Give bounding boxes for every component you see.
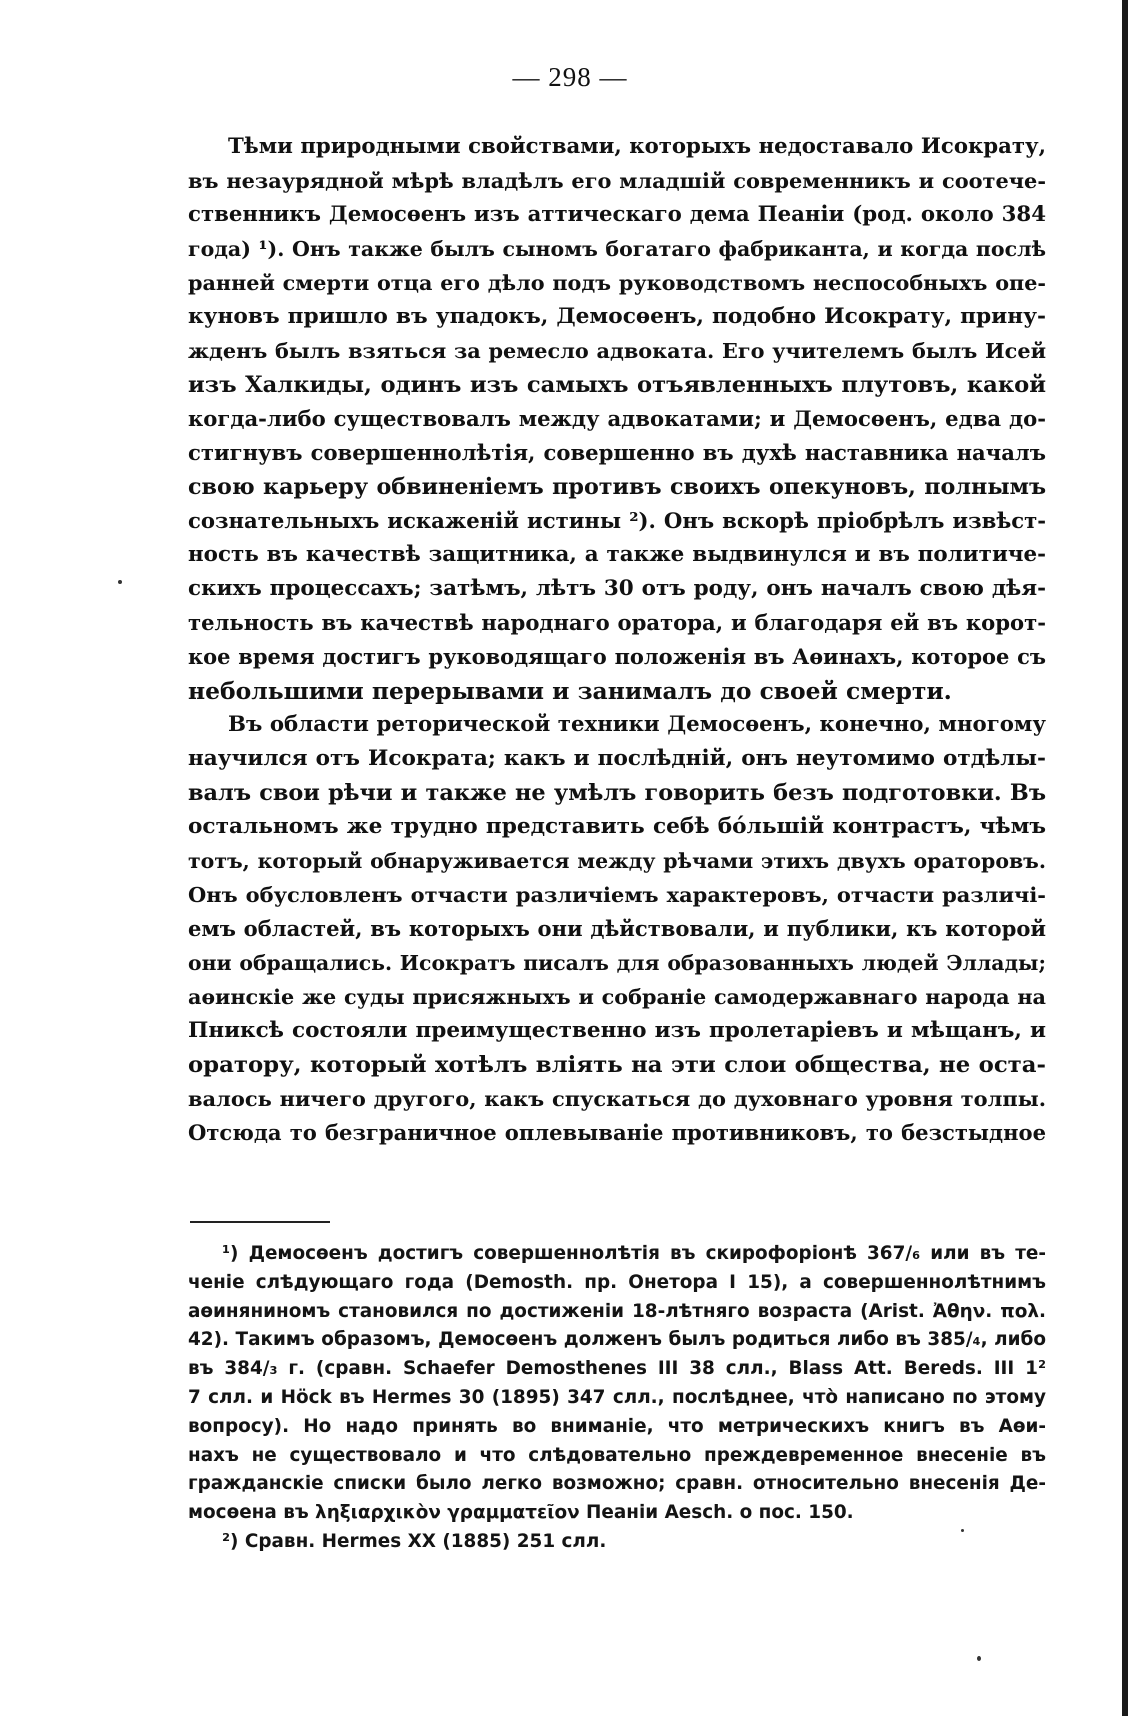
- main-text: [188, 130, 1046, 1150]
- text-line: ственникъ Демосѳенъ изъ аттическаго дема Пеаніи (род. около 384: [188, 202, 1046, 227]
- scan-speck: [118, 580, 122, 584]
- paragraph-2: [188, 708, 1046, 1150]
- text-line: Онъ обусловленъ отчасти различіемъ характеровъ, отчасти различі-: [188, 882, 1046, 907]
- text-line: валъ свои рѣчи и также не умѣлъ говорить безъ подготовки. Въ: [188, 780, 1046, 806]
- text-line: научился отъ Исократа; какъ и послѣдній, онъ неутомимо отдѣлы-: [188, 746, 1046, 771]
- text-line: Тѣми природными свойствами, которыхъ недоставало Исократу,: [228, 134, 1046, 159]
- text-line: свою карьеру обвиненіемъ противъ своихъ опекуновъ, полнымъ: [188, 474, 1046, 500]
- text-line: кое время достигъ руководящаго положенія въ Аѳинахъ, которое съ: [188, 644, 1046, 669]
- scan-speck: [961, 1529, 964, 1532]
- text-line: куновъ пришло въ упадокъ, Демосѳенъ, подобно Исократу, прину-: [188, 304, 1046, 329]
- text-line: остальномъ же трудно представить себѣ бо́льшій контрастъ, чѣмъ: [188, 814, 1046, 839]
- text-line: Въ области реторической техники Демосѳенъ, конечно, многому: [228, 712, 1046, 737]
- text-line: сознательныхъ искаженій истины ²). Онъ вскорѣ пріобрѣлъ извѣст-: [188, 508, 1046, 533]
- footnote-line: аѳиняниномъ становился по достиженіи 18-лѣтняго возраста (Arist. Ἀθην. πολ.: [188, 1300, 1046, 1322]
- page-number: — 298 —: [512, 62, 628, 92]
- footnote-line: вопросу). Но надо принять во вниманіе, что метрическихъ книгъ въ Аѳи-: [188, 1415, 1046, 1437]
- text-line: года) ¹). Онъ также былъ сыномъ богатаго фабриканта, и когда послѣ: [188, 237, 1046, 261]
- text-line: аѳинскіе же суды присяжныхъ и собраніе самодержавнаго народа на: [188, 985, 1046, 1009]
- text-line: жденъ былъ взяться за ремесло адвоката. Его учителемъ былъ Исей: [188, 338, 1046, 363]
- footnote-line: ¹) Демосѳенъ достигъ совершеннолѣтія въ скирофоріонѣ 367/₆ или въ те-: [222, 1243, 1046, 1264]
- text-line: Отсюда то безграничное оплевываніе противниковъ, то безстыдное: [188, 1120, 1046, 1145]
- text-line: тотъ, который обнаруживается между рѣчами этихъ двухъ ораторовъ.: [188, 849, 1046, 873]
- footnote-2: [188, 1528, 1046, 1557]
- footnote-separator: [190, 1221, 330, 1223]
- footnote-line: мосѳена въ ληξιαρχικὸν γραμματεῖον Пеаніи Aesch. о пос. 150.: [188, 1502, 854, 1524]
- text-line: стигнувъ совершеннолѣтія, совершенно въ духѣ наставника началъ: [188, 440, 1046, 465]
- footnote-line: въ 384/₃ г. (сравн. Schaefer Demosthenes III 38 слл., Blass Att. Bereds. III 1²: [188, 1358, 1046, 1380]
- footnotes: [188, 1240, 1046, 1557]
- text-line: они обращались. Исократъ писалъ для образованныхъ людей Эллады;: [188, 951, 1046, 975]
- page-edge: [1122, 0, 1128, 1716]
- text-line: тельность въ качествѣ народнаго оратора, и благодаря ей въ корот-: [188, 610, 1046, 635]
- text-line: изъ Халкиды, одинъ изъ самыхъ отъявленныхъ плутовъ, какой: [188, 372, 1046, 398]
- text-line: емъ областей, въ которыхъ они дѣйствовали, и публики, къ которой: [188, 916, 1046, 941]
- text-line: ность въ качествѣ защитника, а также выдвинулся и въ политиче-: [188, 542, 1046, 567]
- text-line: оратору, который хотѣлъ вліять на эти слои общества, не оста-: [188, 1052, 1046, 1078]
- text-line: въ незаурядной мѣрѣ владѣлъ его младшій современникъ и соотече-: [188, 168, 1046, 193]
- footnote-line: 7 слл. и Höck въ Hermes 30 (1895) 347 слл., послѣднее, что̀ написано по этому: [188, 1386, 1046, 1408]
- footnote-line: ченіе слѣдующаго года (Demosth. пр. Онетора I 15), а совершеннолѣтнимъ: [188, 1271, 1046, 1293]
- text-line: когда-либо существовалъ между адвокатами; и Демосѳенъ, едва до-: [188, 406, 1046, 431]
- text-line: валось ничего другого, какъ спускаться до духовнаго уровня толпы.: [188, 1086, 1046, 1111]
- text-line: небольшими перерывами и занималъ до своей смерти.: [188, 677, 952, 705]
- scan-speck: [977, 1656, 981, 1661]
- text-line: Пниксѣ состояли преимущественно изъ пролетаріевъ и мѣщанъ, и: [188, 1018, 1046, 1043]
- footnote-1: [188, 1240, 1046, 1528]
- footnote-line: 42). Такимъ образомъ, Демосѳенъ долженъ былъ родиться либо въ 385/₄, либо: [188, 1329, 1046, 1351]
- paragraph-1: [188, 130, 1046, 708]
- text-line: ранней смерти отца его дѣло подъ руководствомъ неспособныхъ опе-: [188, 271, 1046, 295]
- footnote-line: нахъ не существовало и что слѣдовательно преждевременное внесеніе въ: [188, 1444, 1046, 1466]
- footnote-line: ²) Сравн. Hermes XX (1885) 251 слл.: [222, 1530, 607, 1552]
- footnote-line: гражданскіе списки было легко возможно; сравн. относительно внесенія Де-: [188, 1473, 1046, 1495]
- text-line: скихъ процессахъ; затѣмъ, лѣтъ 30 отъ роду, онъ началъ свою дѣя-: [188, 576, 1046, 601]
